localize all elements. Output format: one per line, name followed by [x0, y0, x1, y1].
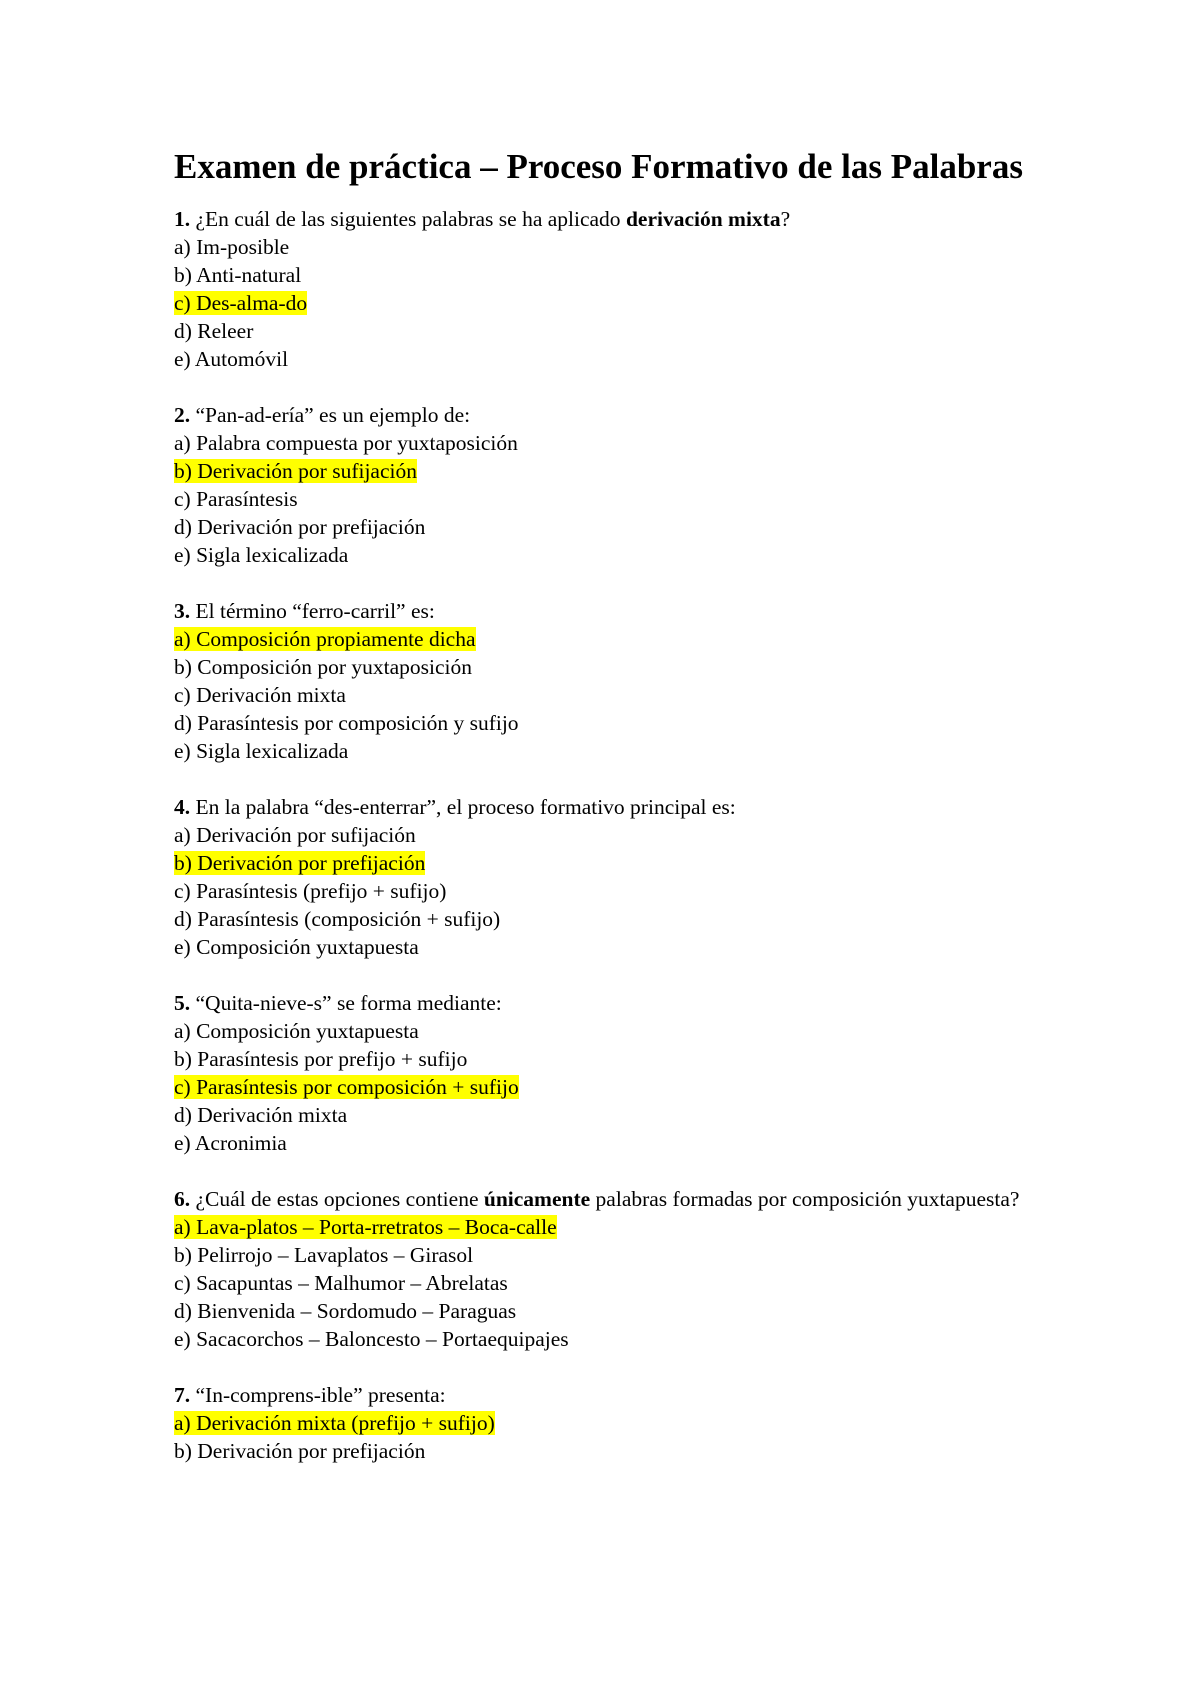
question-1: [174, 205, 1054, 373]
document-page: [174, 146, 1054, 1493]
prompt-text: ¿En cuál de las siguientes palabras se ha aplicado: [190, 207, 626, 231]
option-text: d) Derivación mixta: [174, 1103, 348, 1127]
answer-option: [174, 1213, 1054, 1241]
question-6: [174, 1185, 1054, 1353]
question-number: 7.: [174, 1383, 191, 1407]
question-7: [174, 1381, 1054, 1465]
option-text: d) Releer: [174, 319, 254, 343]
question-3: [174, 597, 1054, 765]
answer-option: [174, 625, 1054, 653]
prompt-text: “Pan-ad-ería” es un ejemplo de:: [190, 403, 471, 427]
question-4: [174, 793, 1054, 961]
prompt-text: ¿Cuál de estas opciones contiene: [190, 1187, 484, 1211]
option-text: a) Im-posible: [174, 235, 290, 259]
answer-option: [174, 317, 1054, 345]
correct-answer-highlight: b) Derivación por sufijación: [174, 459, 417, 483]
answer-option: [174, 1437, 1054, 1465]
answer-option: [174, 1409, 1054, 1437]
question-number: 3.: [174, 599, 191, 623]
option-text: c) Sacapuntas – Malhumor – Abrelatas: [174, 1271, 508, 1295]
correct-answer-highlight: a) Lava-platos – Porta-rretratos – Boca-calle: [174, 1215, 557, 1239]
question-5: [174, 989, 1054, 1157]
answer-option: [174, 1045, 1054, 1073]
option-text: c) Derivación mixta: [174, 683, 346, 707]
answer-option: [174, 289, 1054, 317]
question-number: 1.: [174, 207, 191, 231]
prompt-text: En la palabra “des-enterrar”, el proceso formativo principal es:: [190, 795, 736, 819]
answer-option: [174, 849, 1054, 877]
answer-option: [174, 933, 1054, 961]
option-text: d) Parasíntesis por composición y sufijo: [174, 711, 519, 735]
question-number: 4.: [174, 795, 191, 819]
question-prompt: [174, 989, 1054, 1017]
answer-option: [174, 345, 1054, 373]
answer-option: [174, 1017, 1054, 1045]
prompt-text: “Quita-nieve-s” se forma mediante:: [190, 991, 502, 1015]
correct-answer-highlight: b) Derivación por prefijación: [174, 851, 426, 875]
option-text: b) Composición por yuxtaposición: [174, 655, 472, 679]
correct-answer-highlight: c) Parasíntesis por composición + sufijo: [174, 1075, 519, 1099]
correct-answer-highlight: a) Composición propiamente dicha: [174, 627, 476, 651]
option-text: c) Parasíntesis (prefijo + sufijo): [174, 879, 447, 903]
answer-option: [174, 709, 1054, 737]
option-text: b) Anti-natural: [174, 263, 302, 287]
option-text: a) Composición yuxtapuesta: [174, 1019, 419, 1043]
option-text: b) Pelirrojo – Lavaplatos – Girasol: [174, 1243, 474, 1267]
option-text: e) Sigla lexicalizada: [174, 739, 349, 763]
answer-option: [174, 261, 1054, 289]
answer-option: [174, 1129, 1054, 1157]
prompt-text: palabras formadas por composición yuxtapuesta?: [590, 1187, 1020, 1211]
option-text: e) Sacacorchos – Baloncesto – Portaequipajes: [174, 1327, 569, 1351]
question-number: 2.: [174, 403, 191, 427]
option-text: e) Sigla lexicalizada: [174, 543, 349, 567]
option-text: e) Composición yuxtapuesta: [174, 935, 419, 959]
answer-option: [174, 1101, 1054, 1129]
question-prompt: [174, 205, 1054, 233]
question-2: [174, 401, 1054, 569]
option-text: a) Derivación por sufijación: [174, 823, 416, 847]
prompt-text: El término “ferro-carril” es:: [190, 599, 435, 623]
prompt-emphasis: derivación mixta: [625, 207, 781, 231]
answer-option: [174, 233, 1054, 261]
prompt-emphasis: únicamente: [483, 1187, 591, 1211]
question-prompt: [174, 793, 1054, 821]
answer-option: [174, 1269, 1054, 1297]
question-number: 6.: [174, 1187, 191, 1211]
option-text: d) Derivación por prefijación: [174, 515, 426, 539]
answer-option: [174, 485, 1054, 513]
answer-option: [174, 513, 1054, 541]
answer-option: [174, 1297, 1054, 1325]
prompt-text: ?: [780, 207, 791, 231]
question-prompt: [174, 597, 1054, 625]
question-prompt: [174, 401, 1054, 429]
question-prompt: [174, 1381, 1054, 1409]
answer-option: [174, 1241, 1054, 1269]
answer-option: [174, 905, 1054, 933]
option-text: c) Parasíntesis: [174, 487, 298, 511]
answer-option: [174, 737, 1054, 765]
option-text: a) Palabra compuesta por yuxtaposición: [174, 431, 518, 455]
answer-option: [174, 541, 1054, 569]
option-text: e) Automóvil: [174, 347, 289, 371]
answer-option: [174, 821, 1054, 849]
correct-answer-highlight: a) Derivación mixta (prefijo + sufijo): [174, 1411, 495, 1435]
answer-option: [174, 429, 1054, 457]
option-text: d) Parasíntesis (composición + sufijo): [174, 907, 501, 931]
prompt-text: “In-comprens-ible” presenta:: [190, 1383, 446, 1407]
answer-option: [174, 877, 1054, 905]
answer-option: [174, 1325, 1054, 1353]
answer-option: [174, 681, 1054, 709]
correct-answer-highlight: c) Des-alma-do: [174, 291, 308, 315]
answer-option: [174, 457, 1054, 485]
question-prompt: [174, 1185, 1054, 1213]
document-title: Examen de práctica – Proceso Formativo de las Palabras: [174, 147, 1023, 186]
answer-option: [174, 653, 1054, 681]
option-text: d) Bienvenida – Sordomudo – Paraguas: [174, 1299, 517, 1323]
option-text: e) Acronimia: [174, 1131, 287, 1155]
option-text: b) Derivación por prefijación: [174, 1439, 426, 1463]
question-list: [174, 205, 1054, 1465]
answer-option: [174, 1073, 1054, 1101]
option-text: b) Parasíntesis por prefijo + sufijo: [174, 1047, 468, 1071]
question-number: 5.: [174, 991, 191, 1015]
